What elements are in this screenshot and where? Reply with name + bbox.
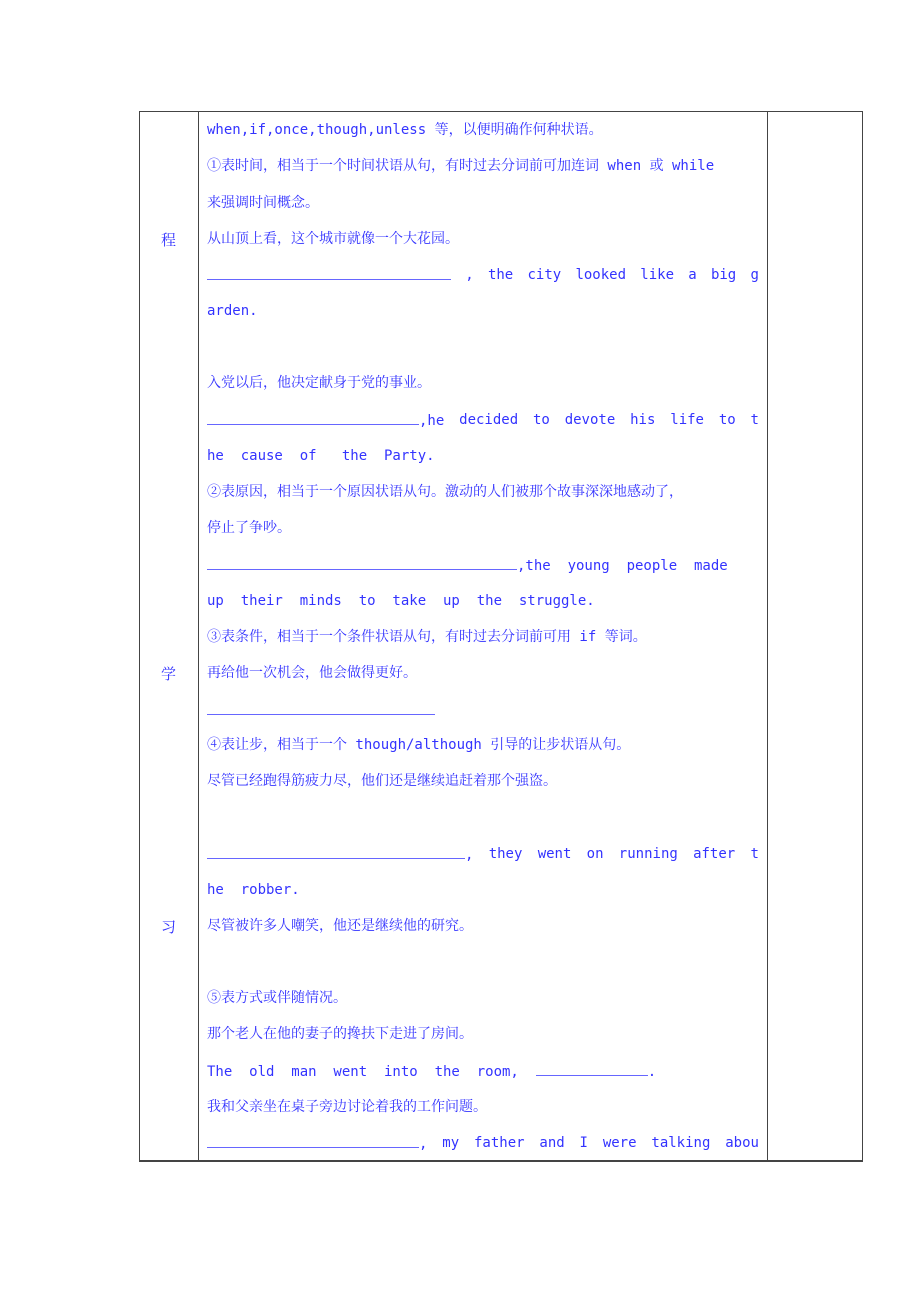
word: devote	[564, 412, 616, 428]
table-border-top	[139, 111, 863, 112]
column-divider	[198, 111, 199, 1162]
word: like	[640, 267, 674, 283]
text-line: arden.	[207, 303, 258, 319]
answer-blank[interactable]	[536, 1061, 648, 1076]
answer-blank[interactable]	[207, 555, 517, 570]
word: to	[533, 412, 550, 428]
text-line: 我和父亲坐在桌子旁边讨论着我的工作问题。	[207, 1099, 487, 1115]
fill-in-line	[207, 1133, 759, 1153]
text-line: 停止了争吵。	[207, 520, 291, 536]
text-line: he robber.	[207, 882, 300, 898]
line-text: The old man went into the room,	[207, 1064, 536, 1080]
word: and	[539, 1135, 565, 1151]
text-line: 那个老人在他的妻子的搀扶下走进了房间。	[207, 1026, 473, 1042]
text-line: 尽管已经跑得筋疲力尽，他们还是继续追赶着那个强盗。	[207, 773, 557, 789]
word: t	[750, 846, 759, 862]
word: I	[579, 1135, 588, 1151]
table-border-left	[139, 111, 140, 1162]
word: his	[630, 412, 656, 428]
fill-in-line	[207, 410, 759, 430]
answer-blank[interactable]	[207, 410, 419, 425]
text-line: ①表时间，相当于一个时间状语从句，有时过去分词前可加连词 when 或 while	[207, 158, 715, 174]
word: they	[488, 846, 523, 862]
word: to	[718, 412, 736, 428]
text-line: 再给他一次机会，他会做得更好。	[207, 665, 417, 681]
text-line: he cause of the Party.	[207, 448, 435, 464]
word: life	[670, 412, 704, 428]
fill-in-line	[207, 1061, 759, 1081]
word: on	[586, 846, 604, 862]
line-text: ,the young people made	[517, 558, 728, 574]
text-line: 来强调时间概念。	[207, 195, 319, 211]
fill-in-line	[207, 265, 759, 285]
text-line: ⑤表方式或伴随情况。	[207, 990, 347, 1006]
side-label: 学	[160, 665, 176, 683]
answer-blank[interactable]	[207, 844, 465, 859]
word: ,	[419, 1136, 428, 1152]
text-line: ③表条件，相当于一个条件状语从句，有时过去分词前可用 if 等词。	[207, 629, 647, 645]
side-label: 习	[160, 918, 176, 936]
text-line: 入党以后，他决定献身于党的事业。	[207, 375, 431, 391]
word: running	[618, 846, 678, 862]
text-line: when,if,once,though,unless 等，以便明确作何种状语。	[207, 122, 603, 138]
word: the	[487, 267, 514, 283]
answer-blank[interactable]	[207, 700, 435, 715]
text-line: ④表让步，相当于一个 though/although 引导的让步状语从句。	[207, 737, 631, 753]
word: went	[537, 846, 572, 862]
word: after	[693, 846, 736, 862]
fill-in-line	[207, 700, 759, 720]
line-text: .	[647, 1064, 657, 1080]
word: ,	[465, 847, 474, 863]
column-divider	[767, 111, 768, 1162]
word: g	[750, 267, 759, 283]
word: a	[688, 267, 697, 283]
answer-blank[interactable]	[207, 265, 451, 280]
table-border-bottom	[139, 1160, 863, 1162]
text-line: ②表原因，相当于一个原因状语从句。激动的人们被那个故事深深地感动了，	[207, 484, 683, 500]
word: ,he	[419, 413, 445, 429]
word: were	[602, 1135, 637, 1151]
word: my	[442, 1135, 460, 1151]
word: talking	[651, 1135, 711, 1151]
word: looked	[575, 267, 627, 283]
word: city	[527, 267, 562, 283]
word: decided	[459, 412, 519, 428]
word: t	[750, 412, 759, 428]
text-line: up their minds to take up the struggle.	[207, 593, 595, 609]
fill-in-line	[207, 555, 759, 575]
fill-in-line	[207, 844, 759, 864]
side-label: 程	[160, 231, 176, 249]
word: ,	[465, 267, 474, 283]
word: big	[710, 267, 737, 283]
answer-blank[interactable]	[207, 1133, 419, 1148]
word: father	[473, 1135, 525, 1151]
table-border-right	[862, 111, 863, 1162]
text-line: 从山顶上看，这个城市就像一个大花园。	[207, 231, 459, 247]
text-line: 尽管被许多人嘲笑，他还是继续他的研究。	[207, 918, 473, 934]
word: abou	[725, 1135, 759, 1151]
